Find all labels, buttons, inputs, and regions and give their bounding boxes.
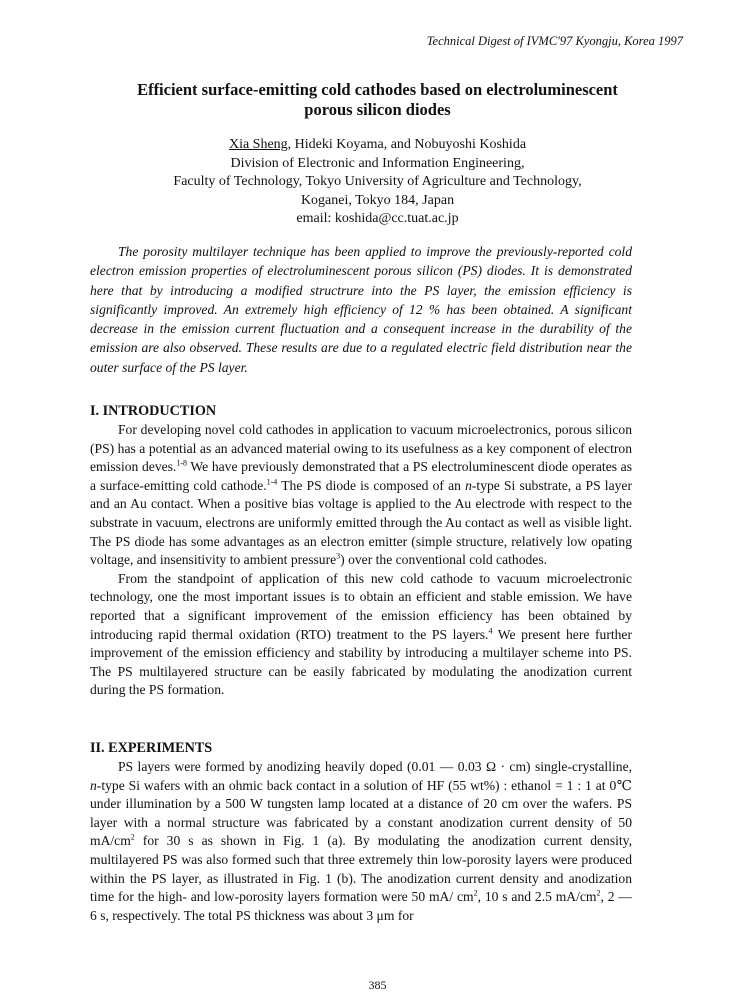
title-line-2: porous silicon diodes	[304, 100, 451, 119]
other-authors: , Hideki Koyama, and Nobuyoshi Koshida	[287, 137, 527, 152]
introduction-paragraph-2: From the standpoint of application of this new cold cathode to vacuum microelectronic technology, one the most important issues is to obtain an efficient and stable emission. We have reported that a significant improvement of the emission efficiency has been obtained by introducing rapid thermal oxidation (RTO) treatment to the PS layers.$^4$ We present here further improvement of the emission efficiency and stability by introducing a multilayer scheme into PS. The PS multilayered structure can be easily fabricated by modulating the anodization current during the PS formation.	[90, 570, 632, 698]
first-author: Xia Sheng	[228, 137, 288, 152]
paper-title	[60, 80, 695, 120]
experiments-paragraph-1: PS layers were formed by anodizing heavily doped (0.01 — 0.03 Ω · cm) single-crystalline, n-type Si wafers with an ohmic back contact in a solution of HF (55 wt%) : ethanol = 1 : 1 at 0℃ under illumination by a 500 W tungsten lamp located at a distance of 20 cm over the wafers. PS layer with a normal structure was fabricated by a constant anodization current density of 50 $mA/cm^2$ for 30 s as shown in Fig. 1 (a). By modulating the anodization current density, multilayered PS was also formed such that three extremely thin low-porosity layers were produced within the PS layer, as illustrated in Fig. 1 (b). The anodization current density and anodization time for the high- and low-porosity layers formation were 50 mA/ $cm^2$, 10 s and 2.5 $mA/cm^2$, 2 — 6 s, respectively. The total PS thickness was about 3 μm for	[90, 759, 633, 923]
introduction-paragraph-1: For developing novel cold cathodes in application to vacuum microelectronics, porous silicon (PS) has a potential as an advanced material owing to its usefulness as a key component of electron emission deves.$^{1-8}$ We have previously demonstrated that a PS electroluminescent diode operates as a surface-emitting cold cathode.$^{1-4}$ The PS diode is composed of an n-type Si substrate, a PS layer and an Au contact. When a positive bias voltage is applied to the Au electrode with respect to the substrate in vacuum, electrons are uniformly emitted through the Au contact as well as visible light. The PS diode has some advantages as an electron emitter (simple structure, relatively low opating voltage, and insensitivity to ambient pressure$^3$) over the conventional cold cathodes.	[90, 422, 632, 568]
author-email: email: koshida@cc.tuat.ac.jp	[296, 211, 459, 226]
abstract	[90, 242, 632, 377]
introduction-body	[90, 421, 632, 700]
affiliation-line-3: Koganei, Tokyo 184, Japan	[300, 192, 455, 208]
affiliation-line-2: Faculty of Technology, Tokyo University of Agriculture and Technology,	[173, 174, 582, 189]
author-block	[60, 136, 695, 229]
introduction-heading: I. INTRODUCTION	[90, 403, 217, 419]
experiments-body	[90, 758, 632, 925]
page-number: 385	[368, 978, 387, 992]
title-line-1: Efficient surface-emitting cold cathodes based on electroluminescent	[137, 80, 618, 99]
running-header: Technical Digest of IVMC'97 Kyongju, Korea 1997	[426, 34, 683, 48]
affiliation-line-1: Division of Electronic and Information Engineering,	[230, 155, 525, 171]
experiments-heading: II. EXPERIMENTS	[90, 740, 213, 756]
author-names	[60, 136, 695, 155]
abstract-text: The porosity multilayer technique has been applied to improve the previously-reported cold electron emission properties of electroluminescent porous silicon (PS) diodes. It is demonstrated here that by introducing a modified structrure into the PS layer, the emission efficiency is significantly improved. An extremely high efficiency of 12 % has been obtained. A significant decrease in the emission current fluctuation and a consequent increase in the durability of the emission are also observed. These results are due to a regulated electric field distribution near the outer surface of the PS layer.	[90, 244, 632, 375]
